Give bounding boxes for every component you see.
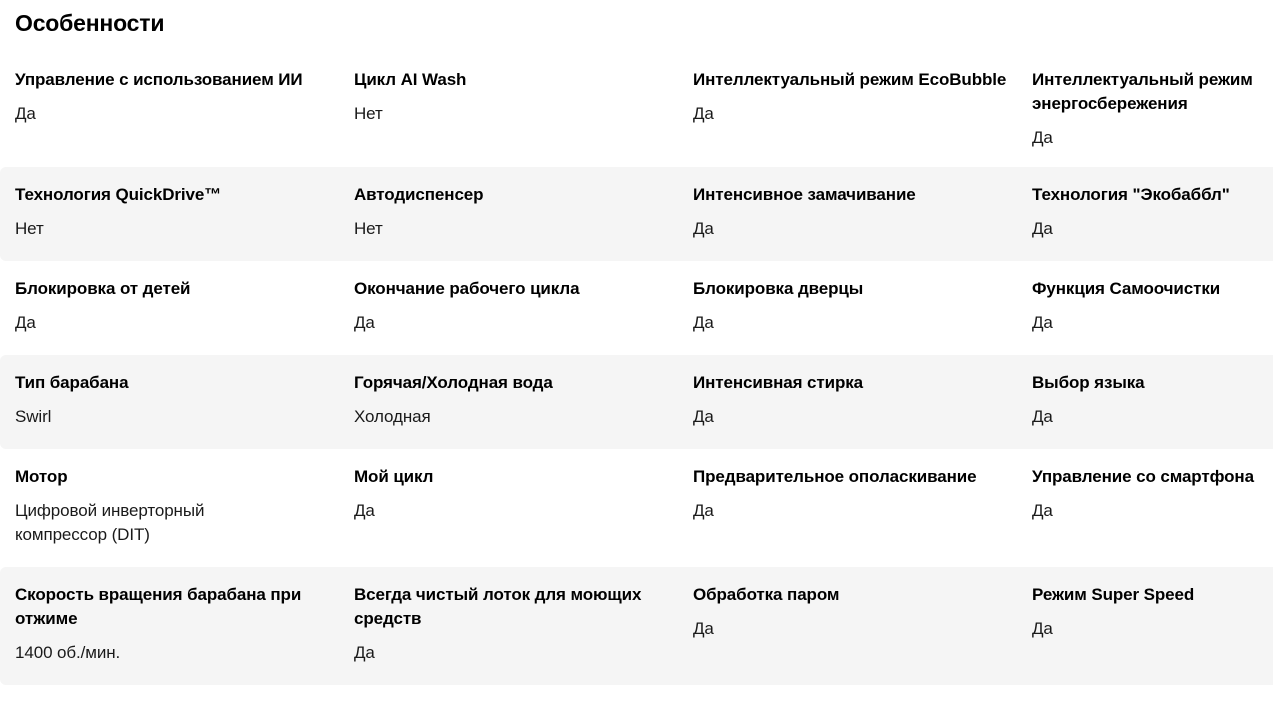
- spec-item-intensive-soak: [678, 183, 1017, 245]
- spec-item-cycle-end: [339, 277, 678, 339]
- spec-value: Нет: [354, 219, 383, 238]
- spec-label: Интеллектуальный режим энергосбережения: [1032, 70, 1253, 113]
- spec-item-self-clean: [1017, 277, 1273, 339]
- spec-item-super-speed: [1017, 583, 1273, 669]
- spec-row: [0, 355, 1273, 449]
- spec-value: Да: [693, 219, 714, 238]
- spec-value: Да: [354, 643, 375, 662]
- spec-value: 1400 об./мин.: [15, 643, 121, 662]
- spec-item-spin-speed: [0, 583, 339, 669]
- spec-label: Блокировка от детей: [15, 279, 191, 298]
- spec-item-door-lock: [678, 277, 1017, 339]
- spec-row: [0, 261, 1273, 355]
- spec-label: Мотор: [15, 467, 68, 486]
- spec-label: Тип барабана: [15, 373, 129, 392]
- spec-item-autodispenser: [339, 183, 678, 245]
- spec-value: Swirl: [15, 407, 52, 426]
- spec-value: Да: [693, 501, 714, 520]
- spec-item-ai-control: [0, 68, 339, 151]
- spec-value: Нет: [15, 219, 44, 238]
- spec-label: Предварительное ополаскивание: [693, 467, 977, 486]
- spec-value: Да: [1032, 619, 1053, 638]
- spec-label: Технология "Экобаббл": [1032, 185, 1230, 204]
- spec-value: Да: [693, 619, 714, 638]
- spec-label: Управление с использованием ИИ: [15, 70, 303, 89]
- spec-label: Функция Самоочистки: [1032, 279, 1221, 298]
- spec-item-pre-rinse: [678, 465, 1017, 551]
- spec-value: Да: [693, 313, 714, 332]
- spec-value: Да: [354, 313, 375, 332]
- spec-label: Технология QuickDrive™: [15, 185, 222, 204]
- spec-label: Интеллектуальный режим EcoBubble: [693, 70, 1007, 89]
- spec-item-quickdrive: [0, 183, 339, 245]
- spec-value: Да: [1032, 219, 1053, 238]
- spec-label: Обработка паром: [693, 585, 840, 604]
- spec-label: Выбор языка: [1032, 373, 1145, 392]
- spec-label: Режим Super Speed: [1032, 585, 1195, 604]
- spec-value: Да: [693, 407, 714, 426]
- spec-label: Окончание рабочего цикла: [354, 279, 580, 298]
- spec-item-language: [1017, 371, 1273, 433]
- spec-row: [0, 567, 1273, 685]
- spec-row: [0, 52, 1273, 167]
- spec-item-water-temp: [339, 371, 678, 433]
- spec-label: Блокировка дверцы: [693, 279, 864, 298]
- spec-label: Интенсивное замачивание: [693, 185, 916, 204]
- spec-label: Всегда чистый лоток для моющих средств: [354, 585, 642, 628]
- spec-value: Да: [354, 501, 375, 520]
- spec-value: Цифровой инверторный компрессор (DIT): [15, 501, 205, 544]
- spec-label: Управление со смартфона: [1032, 467, 1254, 486]
- spec-value: Да: [1032, 501, 1053, 520]
- spec-item-my-cycle: [339, 465, 678, 551]
- spec-item-clean-tray: [339, 583, 678, 669]
- spec-item-energy-saving: [1017, 68, 1273, 151]
- spec-item-motor: [0, 465, 339, 551]
- spec-item-child-lock: [0, 277, 339, 339]
- specs-table: [0, 52, 1273, 685]
- spec-label: Мой цикл: [354, 467, 434, 486]
- spec-item-ai-wash: [339, 68, 678, 151]
- spec-item-intensive-wash: [678, 371, 1017, 433]
- spec-item-ecobubble-tech: [1017, 183, 1273, 245]
- spec-value: Холодная: [354, 407, 431, 426]
- spec-label: Автодиспенсер: [354, 185, 484, 204]
- spec-value: Да: [1032, 128, 1053, 147]
- spec-value: Нет: [354, 104, 383, 123]
- spec-value: Да: [15, 313, 36, 332]
- spec-item-smartphone-control: [1017, 465, 1273, 551]
- spec-item-drum-type: [0, 371, 339, 433]
- spec-item-ecobubble: [678, 68, 1017, 151]
- spec-value: Да: [15, 104, 36, 123]
- spec-value: Да: [693, 104, 714, 123]
- spec-value: Да: [1032, 407, 1053, 426]
- section-title: Особенности: [15, 10, 165, 36]
- spec-row: [0, 167, 1273, 261]
- spec-label: Интенсивная стирка: [693, 373, 864, 392]
- spec-label: Скорость вращения барабана при отжиме: [15, 585, 302, 628]
- spec-label: Горячая/Холодная вода: [354, 373, 553, 392]
- spec-value: Да: [1032, 313, 1053, 332]
- spec-row: [0, 449, 1273, 567]
- spec-label: Цикл AI Wash: [354, 70, 467, 89]
- spec-item-steam: [678, 583, 1017, 669]
